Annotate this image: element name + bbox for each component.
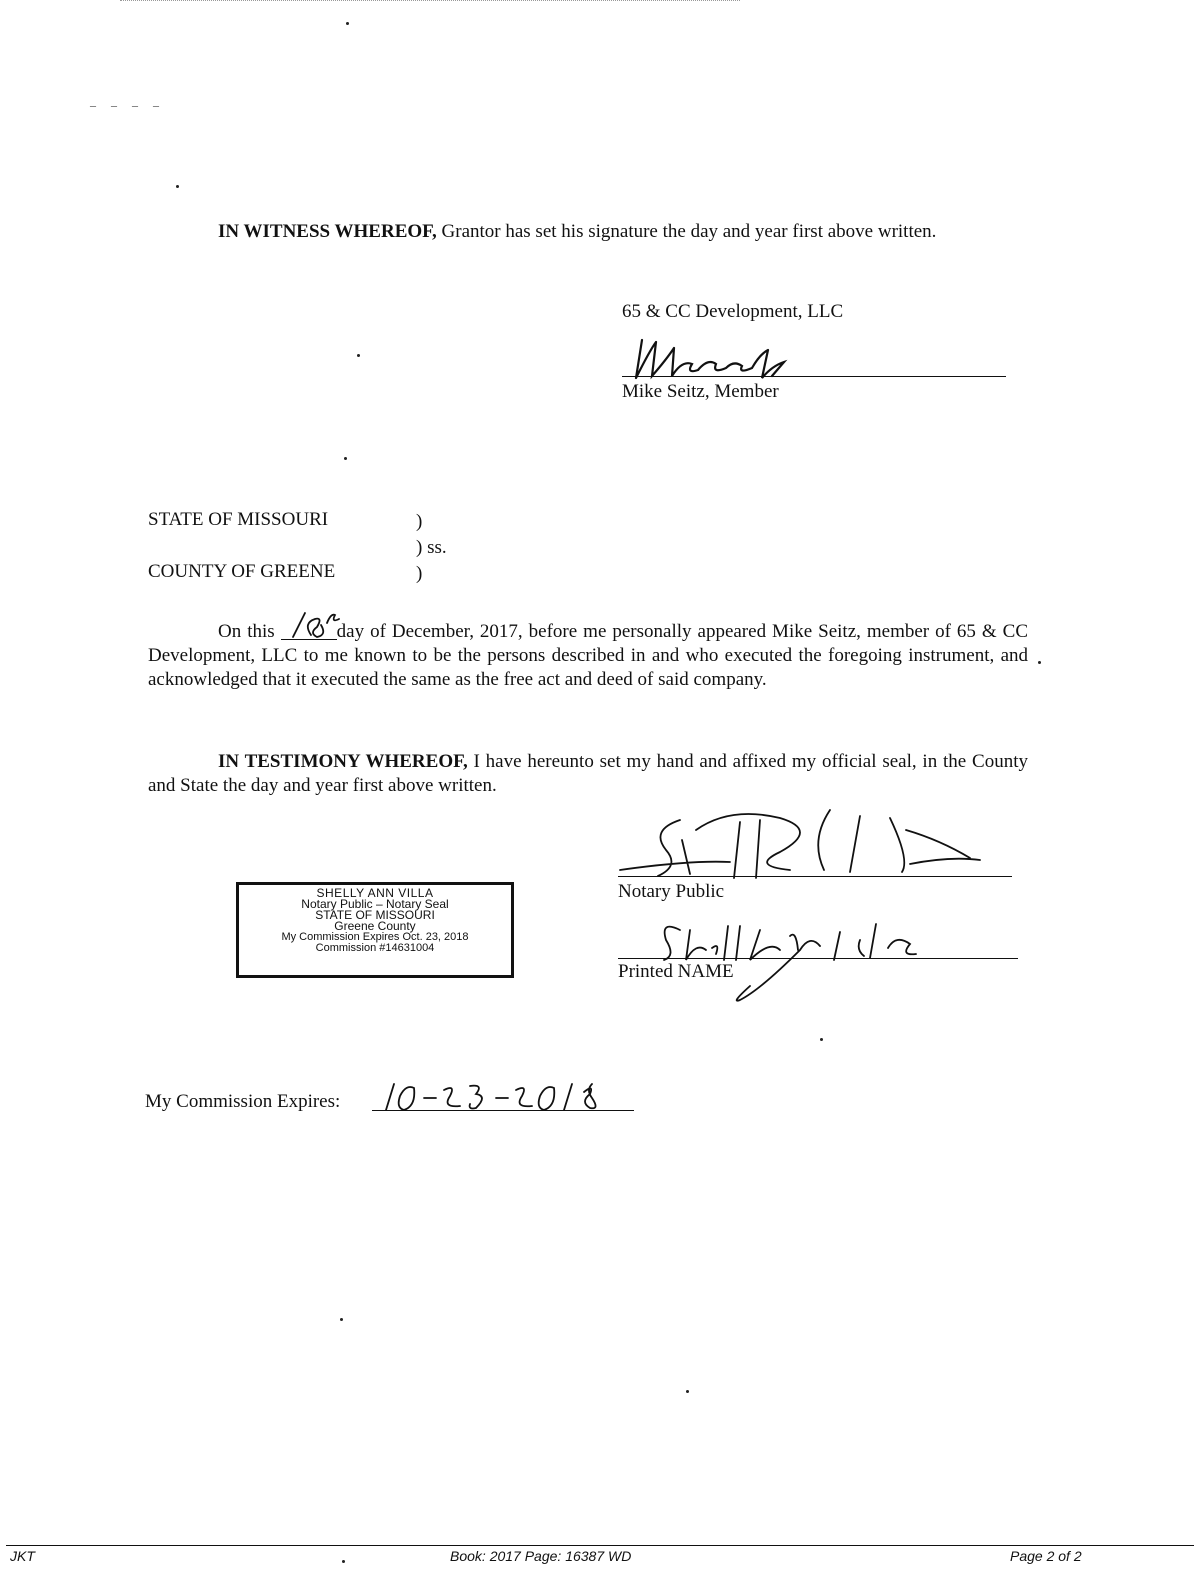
acknowledgment-day-blank xyxy=(281,621,337,640)
scan-speck xyxy=(346,22,349,25)
venue-paren-bottom: ) xyxy=(416,563,423,584)
grantor-signature-line xyxy=(622,376,1006,377)
scan-speck xyxy=(176,185,179,188)
acknowledgment-paragraph xyxy=(148,620,1028,692)
venue-ss: ) ss. xyxy=(416,537,447,558)
acknowledgment-day-handwritten xyxy=(281,609,341,641)
grantor-signer-caption: Mike Seitz, Member xyxy=(622,381,779,402)
testimony-text: I have hereunto set my hand and affixed my official seal, in the County and State the day and year first above written. xyxy=(148,751,1028,796)
witness-text: Grantor has set his signature the day and year first above written. xyxy=(441,221,937,242)
scan-speck xyxy=(340,1318,343,1321)
scan-mark: – – – – xyxy=(90,98,165,112)
stamp-number: Commission #14631004 xyxy=(315,942,435,954)
notary-printed-name-handwritten xyxy=(620,890,1020,1010)
grantor-company: 65 & CC Development, LLC xyxy=(622,301,844,322)
scan-speck xyxy=(342,1560,345,1563)
notary-signature-caption: Notary Public xyxy=(618,881,725,902)
testimony-lead: IN TESTIMONY WHEREOF, xyxy=(218,751,468,772)
venue-county: COUNTY OF GREENE xyxy=(148,561,336,582)
scan-speck xyxy=(344,457,347,460)
acknowledgment-prefix: On this xyxy=(218,621,275,642)
notary-printed-name-line xyxy=(618,958,1018,959)
witness-lead: IN WITNESS WHEREOF, xyxy=(218,221,437,242)
scan-speck xyxy=(820,1038,823,1041)
footer-right: Page 2 of 2 xyxy=(1010,1548,1082,1564)
stamp-state: STATE OF MISSOURI xyxy=(315,908,435,922)
scan-speck xyxy=(1038,661,1041,664)
footer-center: Book: 2017 Page: 16387 WD xyxy=(450,1548,632,1564)
stamp-name: SHELLY ANN VILLA xyxy=(316,886,434,900)
commission-label: My Commission Expires: xyxy=(145,1091,341,1112)
stamp-expires: My Commission Expires Oct. 23, 2018 xyxy=(281,931,469,943)
witness-paragraph xyxy=(148,220,1028,244)
footer-rule xyxy=(6,1545,1194,1546)
stamp-county: Greene County xyxy=(334,919,416,933)
venue-state: STATE OF MISSOURI xyxy=(148,509,329,530)
testimony-paragraph xyxy=(148,750,1028,798)
notary-seal-stamp xyxy=(236,882,514,978)
commission-date-handwritten xyxy=(380,1078,620,1118)
venue-paren-top: ) xyxy=(416,511,423,532)
acknowledgment-text: day of December, 2017, before me personally appeared Mike Seitz, member of 65 & CC Development, LLC to me known to be the persons described in and who executed the foregoing instrument, and acknowledged that it executed the same as the free act and deed of said company. xyxy=(148,621,1029,690)
notary-printed-name-caption: Printed NAME xyxy=(618,961,734,982)
notary-signature-line xyxy=(618,876,1012,877)
scan-speck xyxy=(357,354,360,357)
stamp-title: Notary Public – Notary Seal xyxy=(301,897,449,911)
scan-speck xyxy=(686,1390,689,1393)
scan-top-edge xyxy=(120,0,740,4)
footer-left: JKT xyxy=(10,1548,35,1564)
